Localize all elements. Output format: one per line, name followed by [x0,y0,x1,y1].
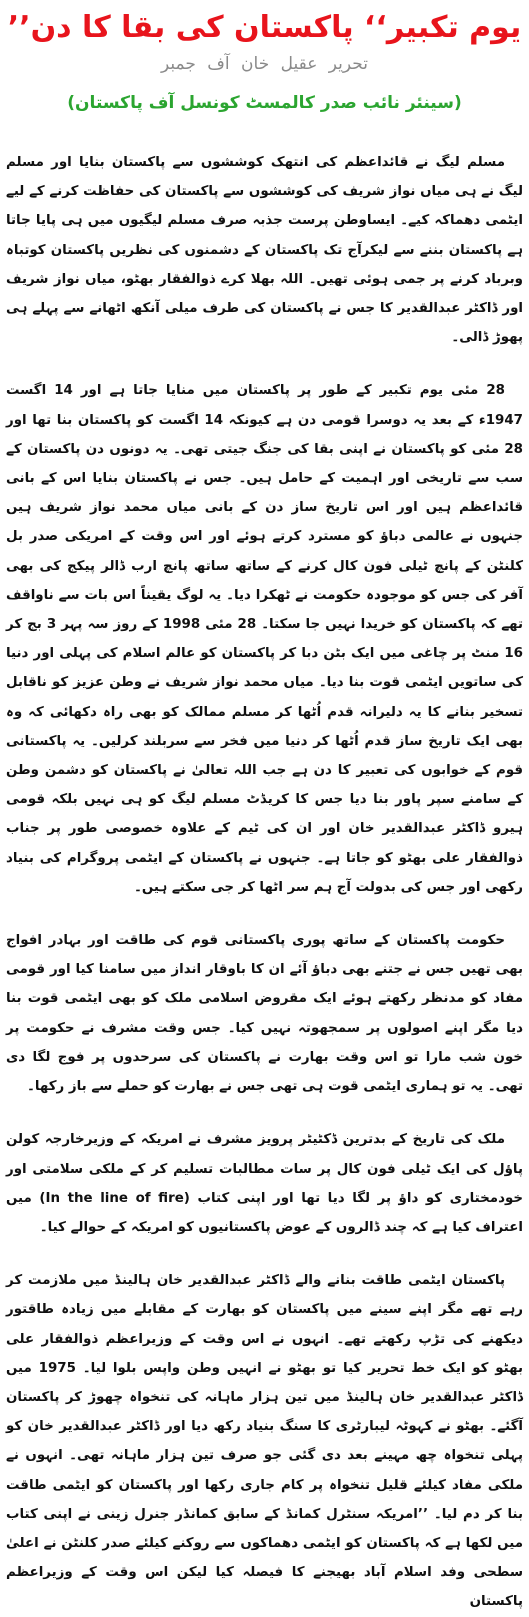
paragraph: ملک کی تاریخ کے بدترین ڈکٹیٹر پرویز مشرف نے امریکہ کے وزیرخارجہ کولن پاؤل کی ایک ٹیلی فون کال پر سات مطالبات تسلیم کر کے ملکی سلامتی اور خودمختاری کو داؤ پر لگا دیا تھا اور اپنی کتاب (In the line of fire) میں اعتراف کیا ہے کہ چند ڈالروں کے عوض پاکستانیوں کو امریکہ کے حوالے کیا۔ [6,1132,523,1235]
article-body [6,148,524,1610]
article-title: ’’یوم تکبیر‘‘ پاکستان کی بقا کا دن [7,10,522,45]
author-designation: (سینئر نائب صدر کالمسٹ کونسل آف پاکستان) [67,93,462,113]
paragraph: 28 مئی یوم تکبیر کے طور پر پاکستان میں منایا جاتا ہے اور 14 اگست 1947ء کے بعد یہ دوسرا قومی دن ہے کیونکہ 14 اگست کو پاکستان بنا تھا اور 28 مئی کو پاکستان نے اپنی بقا کی جنگ جیتی تھی۔ یہ دونوں دن پاکستان کے سب سے تاریخی اور اہمیت کے حامل ہیں۔ جس نے پاکستان بنایا اس کے بانی قائداعظم ہیں اور اس تاریخ ساز دن کے بانی میاں محمد نواز شریف ہیں جنہوں نے عالمی دباؤ کو مسترد کرتے ہوئے اور اس وقت کے امریکی صدر بل کلنٹن کے پانچ ٹیلی فون کال کرنے کے ساتھ ساتھ پانچ ارب ڈالر پیکج کی بھی آفر کی جس کو موجودہ حکومت نے ٹھکرا دیا۔ یہ لوگ یقیناً اس بات سے ناواقف تھے کہ پاکستان کو خریدا نہیں جا سکتا۔ 28 مئی 1998 کے روز سہ پہر 3 بج کر 16 منٹ پر چاغی میں ایک بٹن دبا کر پاکستان کو عالم اسلام کی پہلی اور دنیا کی ساتویں ایٹمی قوت بنا دیا۔ میاں محمد نواز شریف نے وطن عزیز کو ناقابل تسخیر بنانے کا یہ دلیرانہ قدم اُٹھا کر مسلم ممالک کو بھی راہ دکھائی کہ وہ بھی ایک تاریخ ساز قدم اُٹھا کر دنیا میں فخر سے سربلند کرلیں۔ یہ پاکستانی قوم کے خوابوں کی تعبیر کا دن ہے جب اللہ تعالیٰ نے پاکستان کو دشمن وطن کے سامنے سپر پاور بنا دیا جس کا کریڈٹ مسلم لیگ کو ہی نہیں بلکہ قومی ہیرو ڈاکٹر عبدالقدیر خان اور ان کی ٹیم کے علاوہ خصوصی طور پر جناب ذوالفقار علی بھٹو کو جاتا ہے۔ جنہوں نے پاکستان کے ایٹمی پروگرام کی بنیاد رکھی اور جس کی بدولت آج ہم سر اٹھا کر جی سکتے ہیں۔ [6,383,524,895]
paragraph: پاکستان ایٹمی طاقت بنانے والے ڈاکٹر عبدالقدیر خان ہالینڈ میں ملازمت کر رہے تھے مگر اپنے سینے میں پاکستان کو بھارت کے مقابلے میں زیادہ طاقتور دیکھنے کی تڑپ رکھتے تھے۔ انہوں نے اس وقت کے وزیراعظم ذوالفقار علی بھٹو کو ایک خط تحریر کیا تو بھٹو نے انہیں وطن واپس بلوا لیا۔ 1975 میں ڈاکٹر عبدالقدیر خان ہالینڈ میں تین ہزار ماہانہ کی تنخواہ چھوڑ کر پاکستان آگئے۔ بھٹو نے کہوٹہ لیبارٹری کا سنگ بنیاد رکھ دیا اور ڈاکٹر عبدالقدیر خان کو پہلی تنخواہ چھ مہینے بعد دی گئی جو صرف تین ہزار ماہانہ تھی۔ انہوں نے ملکی مفاد کیلئے قلیل تنخواہ پر کام جاری رکھا اور پاکستان کو ایٹمی طاقت بنا کر دم لیا۔ ’’امریکہ سنٹرل کمانڈ کے سابق کمانڈر جنرل زینی نے اپنی کتاب میں لکھا ہے کہ پاکستان کو ایٹمی دھماکوں سے روکنے کیلئے صدر کلنٹن نے اعلیٰ سطحی وفد اسلام آباد بھیجنے کا فیصلہ کیا لیکن اس وقت کے وزیراعظم پاکستان [6,1273,523,1610]
paragraph: مسلم لیگ نے قائداعظم کی انتھک کوششوں سے پاکستان بنایا اور مسلم لیگ نے ہی میاں نواز شریف کی کوششوں سے پاکستان کی حفاظت کرنے کے لیے ایٹمی دھماکہ کیے۔ ایساوطن پرست جذبہ صرف مسلم لیگیوں میں ہی پایا جاتا ہے پاکستان بننے سے لیکرآج تک پاکستان کے دشمنوں کی نظریں پاکستان کوتباہ وبرباد کرنے پر جمی ہوئی تھیں۔ اللہ بھلا کرے ذوالفقار بھٹو، میاں نواز شریف اور ڈاکٹر عبدالقدیر کا جس نے پاکستان کی طرف میلی آنکھ اٹھانے سے پہلے ہی پھوڑ ڈالی۔ [6,155,523,346]
paragraph: حکومت پاکستان کے ساتھ پوری پاکستانی قوم کی طاقت اور بہادر افواج بھی تھیں جس نے جتنے بھی دباؤ آئے ان کا باوقار انداز میں سامنا کیا اور قومی مفاد کو مدنظر رکھتے ہوئے ایک مقروض اسلامی ملک کو بھی ایٹمی قوت بنا دیا مگر اپنے اصولوں پر سمجھوتہ نہیں کیا۔ جس وقت مشرف نے حکومت پر خون شب مارا تو اس وقت بھارت نے پاکستان کی سرحدوں پر فوج لگا دی تھی۔ یہ تو ہماری ایٹمی قوت ہی تھی جس نے بھارت کو حملے سے باز رکھا۔ [6,933,523,1095]
author-byline: تحریر عقیل خان آف جمبر [161,54,368,74]
